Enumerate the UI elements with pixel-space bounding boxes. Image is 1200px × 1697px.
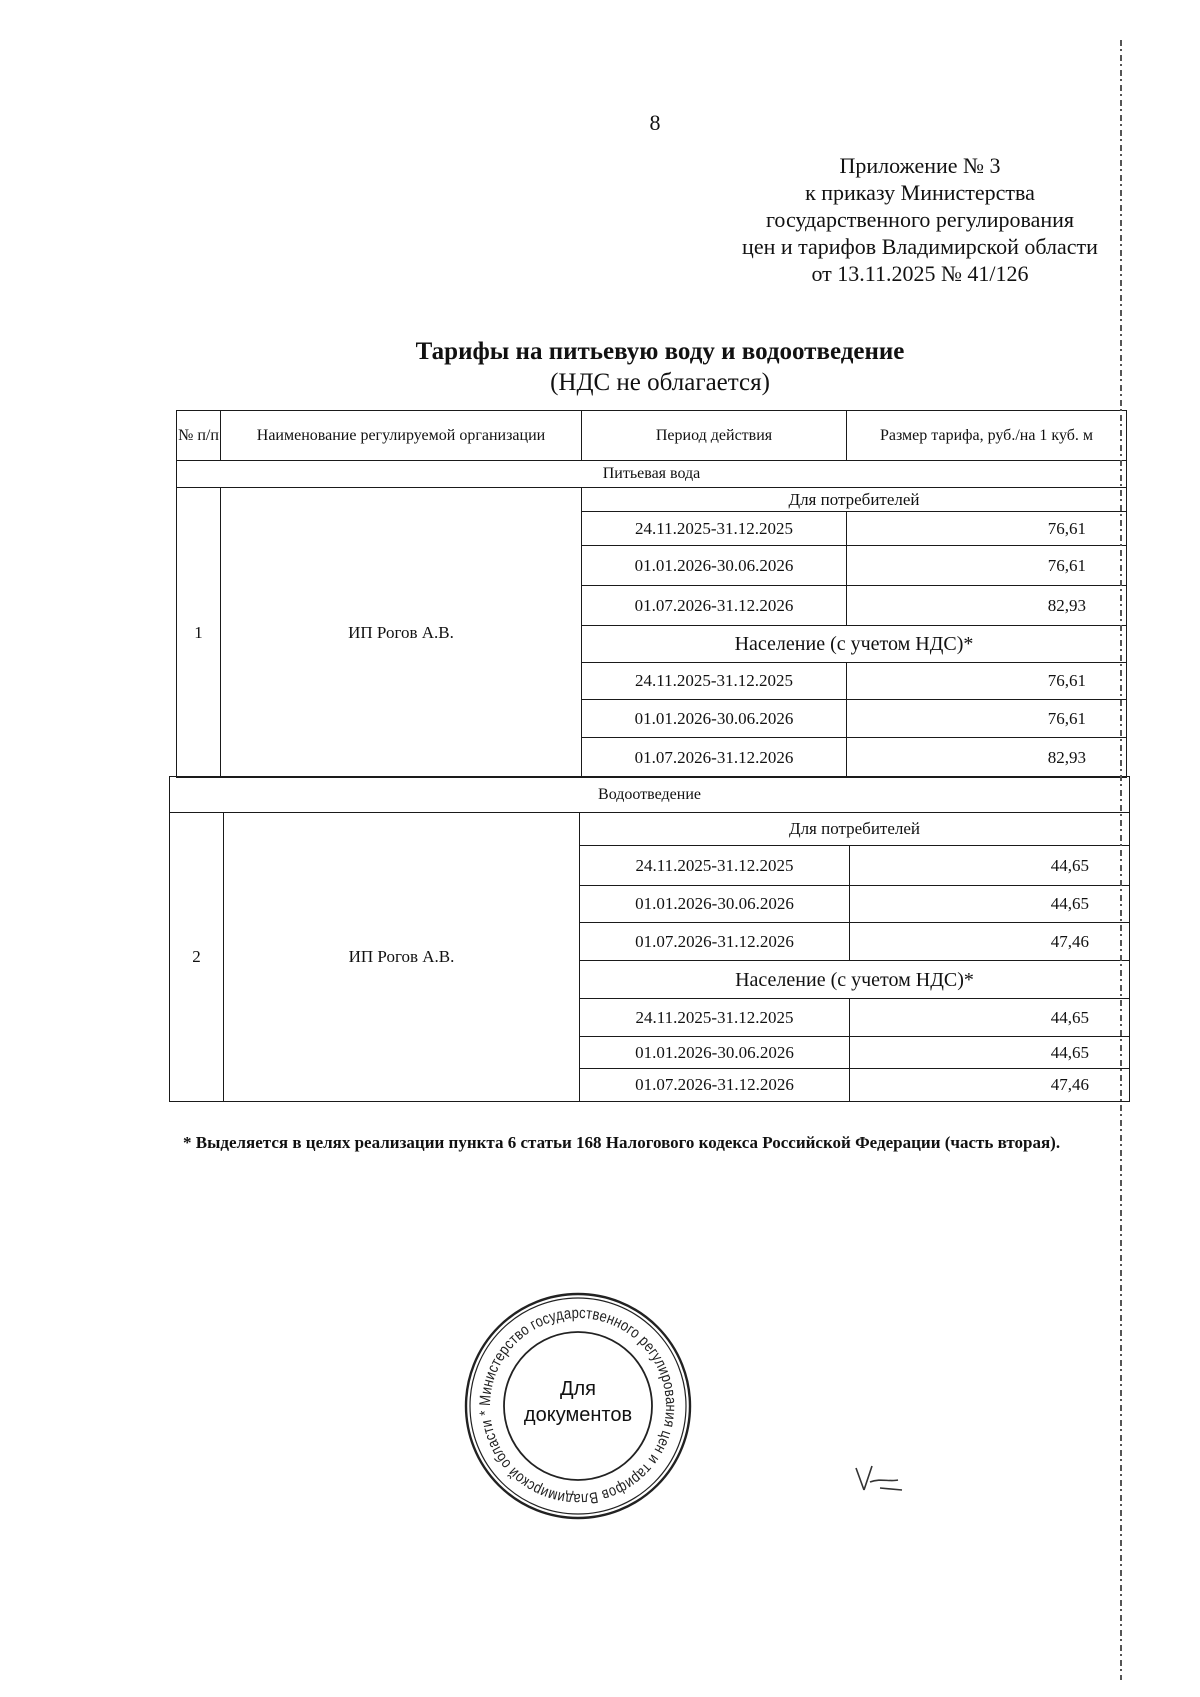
scan-edge-line bbox=[1118, 40, 1126, 1680]
group-label: Население (с учетом НДС)* bbox=[580, 961, 1130, 999]
period-cell: 01.01.2026-30.06.2026 bbox=[580, 1037, 850, 1069]
section-title-water: Питьевая вода bbox=[177, 461, 1127, 488]
tariff-cell: 76,61 bbox=[847, 700, 1127, 738]
period-cell: 01.07.2026-31.12.2026 bbox=[582, 586, 847, 626]
organization-name: ИП Рогов А.В. bbox=[221, 488, 582, 778]
tariff-cell: 76,61 bbox=[847, 546, 1127, 586]
official-stamp bbox=[462, 1290, 694, 1522]
period-cell: 24.11.2025-31.12.2025 bbox=[582, 663, 847, 700]
tariff-cell: 76,61 bbox=[847, 512, 1127, 546]
tariff-table-sewer bbox=[169, 776, 1130, 1102]
page-number: 8 bbox=[649, 110, 661, 135]
group-label: Для потребителей bbox=[580, 813, 1130, 846]
tariff-cell: 76,61 bbox=[847, 663, 1127, 700]
tariff-cell: 47,46 bbox=[850, 1069, 1130, 1102]
stamp-ring-text: Министерство государственного регулирования цен и тарифов Владимирской области * bbox=[476, 1304, 680, 1508]
period-cell: 01.01.2026-30.06.2026 bbox=[580, 886, 850, 923]
stamp-center-line: документов bbox=[523, 1404, 633, 1426]
section-title-sewer: Водоотведение bbox=[170, 777, 1130, 813]
tariff-cell: 82,93 bbox=[847, 738, 1127, 778]
tariff-cell: 47,46 bbox=[850, 923, 1130, 961]
annex-line: к приказу Министерства bbox=[805, 180, 1035, 205]
annex-line: цен и тарифов Владимирской области bbox=[742, 234, 1098, 259]
tariff-cell: 44,65 bbox=[850, 886, 1130, 923]
annex-line: Приложение № 3 bbox=[839, 153, 1001, 178]
row-number: 2 bbox=[170, 813, 224, 1102]
tariff-cell: 82,93 bbox=[847, 586, 1127, 626]
period-cell: 01.01.2026-30.06.2026 bbox=[582, 546, 847, 586]
group-label: Для потребителей bbox=[582, 488, 1127, 512]
header-number: № п/п bbox=[177, 411, 221, 461]
header-period: Период действия bbox=[582, 411, 847, 461]
period-cell: 01.07.2026-31.12.2026 bbox=[580, 923, 850, 961]
tariff-cell: 44,65 bbox=[850, 1037, 1130, 1069]
period-cell: 01.07.2026-31.12.2026 bbox=[580, 1069, 850, 1102]
title-main: Тарифы на питьевую воду и водоотведение bbox=[415, 338, 905, 365]
annex-line: от 13.11.2025 № 41/126 bbox=[811, 261, 1029, 286]
stamp-center bbox=[462, 1290, 694, 1522]
document-title bbox=[260, 336, 1060, 398]
stamp-center-line: Для bbox=[559, 1378, 597, 1400]
signature-mark bbox=[850, 1460, 910, 1500]
footnote: * Выделяется в целях реализации пункта 6 статьи 168 Налогового кодекса Российской Федерации (часть вторая). bbox=[183, 1133, 1061, 1152]
period-cell: 01.07.2026-31.12.2026 bbox=[582, 738, 847, 778]
header-organization: Наименование регулируемой организации bbox=[221, 411, 582, 461]
tariff-table-water bbox=[176, 410, 1127, 778]
group-label: Население (с учетом НДС)* bbox=[582, 626, 1127, 663]
period-cell: 24.11.2025-31.12.2025 bbox=[580, 846, 850, 886]
period-cell: 24.11.2025-31.12.2025 bbox=[582, 512, 847, 546]
tariff-cell: 44,65 bbox=[850, 999, 1130, 1037]
title-sub: (НДС не облагается) bbox=[550, 369, 770, 396]
annex-line: государственного регулирования bbox=[765, 207, 1075, 232]
organization-name: ИП Рогов А.В. bbox=[224, 813, 580, 1102]
header-tariff: Размер тарифа, руб./на 1 куб. м bbox=[847, 411, 1127, 461]
period-cell: 24.11.2025-31.12.2025 bbox=[580, 999, 850, 1037]
period-cell: 01.01.2026-30.06.2026 bbox=[582, 700, 847, 738]
row-number: 1 bbox=[177, 488, 221, 778]
annex-header bbox=[720, 152, 1120, 287]
tariff-cell: 44,65 bbox=[850, 846, 1130, 886]
